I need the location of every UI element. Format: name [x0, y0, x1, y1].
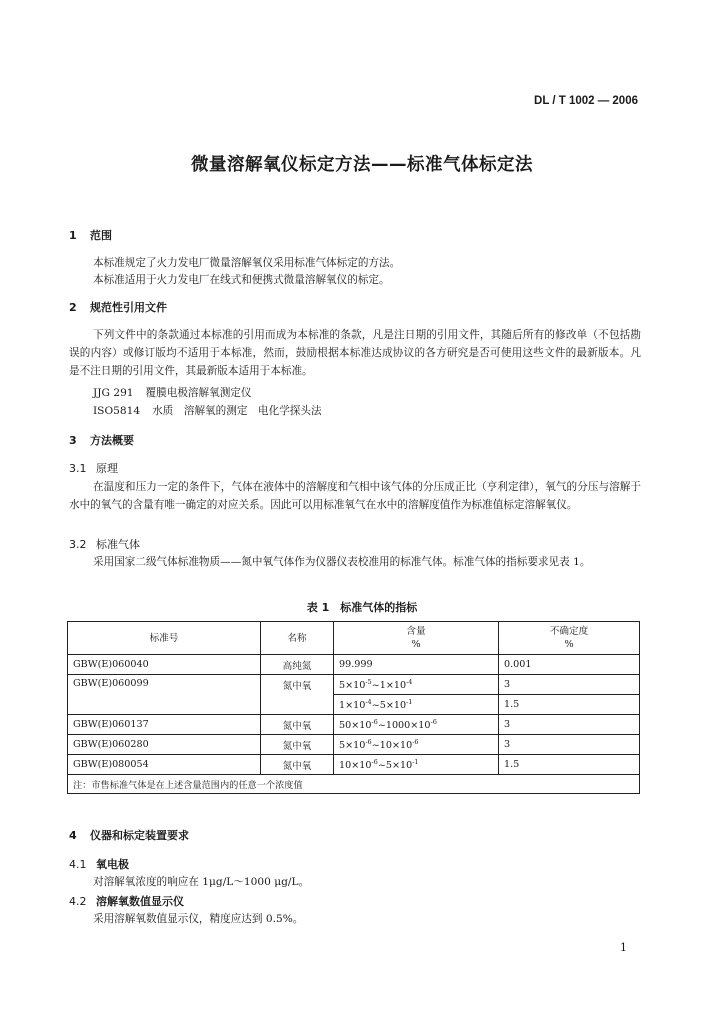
s1-paragraph-2: 本标准适用于火力发电厂在线式和便携式微量溶解氧仪的标定。 — [93, 274, 390, 286]
subsection-title: 氧电极 — [96, 858, 129, 871]
content-high-exp: -6 — [430, 718, 437, 726]
cell-content — [334, 715, 499, 735]
cell-standard-no: GBW(E)060040 — [68, 655, 261, 675]
content-high: ~1×10 — [371, 680, 407, 691]
content-low-exp: -6 — [365, 738, 372, 746]
subsection-3-2-heading — [69, 536, 140, 552]
content-low-exp: -6 — [371, 758, 378, 766]
subsection-number: 4.2 — [69, 895, 87, 908]
content-low: 5×10 — [339, 680, 366, 691]
content-high-exp: -4 — [406, 678, 413, 686]
cell-uncertainty: 3 — [499, 735, 640, 755]
subsection-title: 标准气体 — [96, 538, 140, 551]
cell-content — [334, 755, 499, 775]
cell-name: 氮中氧 — [261, 675, 334, 715]
cell-content — [334, 735, 499, 755]
cell-uncertainty: 1.5 — [499, 695, 640, 715]
reference-title: 覆膜电极溶解氧测定仪 — [145, 387, 252, 399]
section-number: 1 — [69, 229, 77, 242]
content-low-exp: -6 — [371, 718, 378, 726]
subsection-4-1-heading — [69, 856, 129, 872]
header-standard-no: 标准号 — [68, 622, 261, 655]
s1-paragraph-1: 本标准规定了火力发电厂微量溶解氧仪采用标准气体标定的方法。 — [93, 257, 401, 269]
subsection-3-1-heading — [69, 460, 118, 476]
cell-standard-no: GBW(E)060280 — [68, 735, 261, 755]
section-number: 4 — [69, 829, 77, 842]
header-uncertainty — [499, 622, 640, 655]
table-row — [68, 675, 640, 695]
section-number: 3 — [69, 434, 77, 447]
table-row — [68, 715, 640, 735]
content-high: ~1000×10 — [377, 720, 431, 731]
content-high: ~10×10 — [371, 740, 413, 751]
cell-uncertainty: 3 — [499, 715, 640, 735]
subsection-number: 4.1 — [69, 858, 87, 871]
content-high-exp: -6 — [412, 738, 419, 746]
section-title: 方法概要 — [90, 434, 134, 447]
section-4-heading — [69, 827, 189, 843]
cell-name: 氮中氧 — [261, 735, 334, 755]
table-note: 注：市售标准气体是在上述含量范围内的任意一个浓度值 — [68, 775, 640, 794]
section-title: 仪器和标定装置要求 — [90, 829, 189, 842]
document-title: 微量溶解氧仪标定方法——标准气体标定法 — [191, 155, 533, 175]
s3-2-paragraph: 采用国家二级气体标准物质——氮中氧气体作为仪器仪表校准用的标准气体。标准气体的指标要求见表 1。 — [93, 556, 591, 568]
subsection-number: 3.1 — [69, 462, 87, 475]
page-number: 1 — [620, 941, 627, 954]
header-content-unit: % — [411, 639, 421, 650]
table-header-row — [68, 622, 640, 655]
header-content — [334, 622, 499, 655]
subsection-title: 原理 — [96, 462, 118, 475]
content-low: 1×10 — [339, 700, 366, 711]
cell-content — [334, 675, 499, 695]
table-row — [68, 755, 640, 775]
subsection-title: 溶解氧数值显示仪 — [96, 895, 184, 908]
content-low: 10×10 — [339, 760, 372, 771]
section-3-heading — [69, 432, 134, 448]
reference-title: 水质 溶解氧的测定 电化学探头法 — [152, 405, 322, 417]
s4-2-paragraph: 采用溶解氧数值显示仪，精度应达到 0.5%。 — [93, 913, 304, 925]
content-low-exp: -5 — [365, 678, 372, 686]
reference-code: JJG 291 — [93, 387, 134, 399]
table-caption: 表 1 标准气体的指标 — [306, 601, 418, 614]
header-name: 名称 — [261, 622, 334, 655]
content-low: 50×10 — [339, 720, 372, 731]
content-high-exp: -1 — [406, 698, 413, 706]
cell-uncertainty: 3 — [499, 675, 640, 695]
cell-uncertainty: 1.5 — [499, 755, 640, 775]
header-uncertainty-unit: % — [564, 639, 574, 650]
s4-1-paragraph: 对溶解氧浓度的响应在 1μg/L～1000 μg/L。 — [93, 876, 310, 888]
reference-item — [93, 385, 251, 400]
table-row — [68, 655, 640, 675]
subsection-4-2-heading — [69, 893, 184, 909]
cell-standard-no: GBW(E)080054 — [68, 755, 261, 775]
section-2-heading — [69, 299, 167, 315]
cell-name: 氮中氧 — [261, 715, 334, 735]
section-1-heading — [69, 227, 112, 243]
content-high: ~5×10 — [377, 760, 413, 771]
cell-standard-no: GBW(E)060099 — [68, 675, 261, 715]
reference-code: ISO5814 — [93, 405, 141, 417]
standard-gas-table — [67, 621, 640, 794]
section-title: 范围 — [90, 229, 112, 242]
cell-name: 氮中氧 — [261, 755, 334, 775]
table-note-row — [68, 775, 640, 794]
header-uncertainty-label: 不确定度 — [549, 626, 589, 637]
content-low: 5×10 — [339, 740, 366, 751]
content-low-exp: -4 — [365, 698, 372, 706]
s2-paragraph: 下列文件中的条款通过本标准的引用而成为本标准的条款，凡是注日期的引用文件，其随后所有的修改单（不包括勘误的内容）或修订版均不适用于本标准，然而，鼓励根据本标准达成协议的各方研究是否可使用这些文件的最新版本。凡是不注日期的引用文件，其最新版本适用于本标准。 — [69, 329, 641, 377]
content-high-exp: -1 — [412, 758, 419, 766]
cell-content: 99.999 — [334, 655, 499, 675]
table-row — [68, 735, 640, 755]
section-title: 规范性引用文件 — [90, 301, 167, 314]
content-high: ~5×10 — [371, 700, 407, 711]
header-content-label: 含量 — [406, 626, 426, 637]
cell-uncertainty: 0.001 — [499, 655, 640, 675]
cell-standard-no: GBW(E)060137 — [68, 715, 261, 735]
standard-number: DL / T 1002 — 2006 — [534, 95, 638, 107]
subsection-number: 3.2 — [69, 538, 87, 551]
cell-content — [334, 695, 499, 715]
cell-name: 高纯氮 — [261, 655, 334, 675]
reference-item — [93, 403, 322, 418]
section-number: 2 — [69, 301, 77, 314]
s3-1-paragraph: 在温度和压力一定的条件下，气体在液体中的溶解度和气相中该气体的分压成正比（亨利定律），氧气的分压与溶解于水中的氧气的含量有唯一确定的对应关系。因此可以用标准氧气在水中的溶解度值作为标准值标定溶解氧仪。 — [69, 481, 641, 511]
